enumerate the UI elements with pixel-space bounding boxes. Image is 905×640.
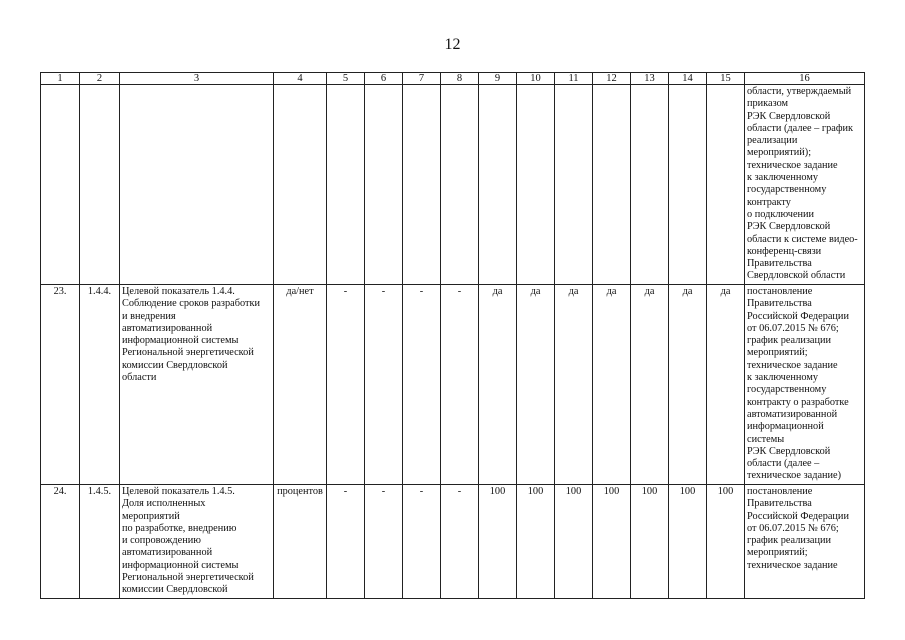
value-cell xyxy=(517,85,555,285)
value-cell xyxy=(403,85,441,285)
indicator-name-cell xyxy=(120,85,274,285)
column-header: 11 xyxy=(555,73,593,85)
header-row xyxy=(41,73,865,85)
table-row xyxy=(41,485,865,599)
value-cell: - xyxy=(403,485,441,599)
value-cell: - xyxy=(441,285,479,485)
value-cell: да xyxy=(669,285,707,485)
indicator-name-cell: Целевой показатель 1.4.5. Доля исполненных мероприятий по разработке, внедрению и сопровождению автоматизированной информационной системы Региональной энергетической комиссии Свердловской xyxy=(120,485,274,599)
value-cell xyxy=(593,85,631,285)
value-cell: 100 xyxy=(631,485,669,599)
value-cell: 100 xyxy=(517,485,555,599)
column-header: 8 xyxy=(441,73,479,85)
column-header: 2 xyxy=(80,73,120,85)
unit-cell: процентов xyxy=(274,485,327,599)
value-cell xyxy=(365,85,403,285)
value-cell: да xyxy=(707,285,745,485)
column-header: 15 xyxy=(707,73,745,85)
indicator-code-cell xyxy=(80,85,120,285)
value-cell: 100 xyxy=(707,485,745,599)
value-cell: 100 xyxy=(593,485,631,599)
unit-cell xyxy=(274,85,327,285)
value-cell: да xyxy=(479,285,517,485)
indicators-table xyxy=(40,72,865,599)
value-cell xyxy=(669,85,707,285)
value-cell: 100 xyxy=(555,485,593,599)
value-cell xyxy=(327,85,365,285)
row-number-cell: 23. xyxy=(41,285,80,485)
source-cell: постановление Правительства Российской Федерации от 06.07.2015 № 676; график реализации мероприятий; техническое задание xyxy=(745,485,865,599)
value-cell xyxy=(707,85,745,285)
value-cell: 100 xyxy=(669,485,707,599)
value-cell: да xyxy=(555,285,593,485)
value-cell: да xyxy=(593,285,631,485)
value-cell: - xyxy=(365,485,403,599)
column-header: 9 xyxy=(479,73,517,85)
value-cell: - xyxy=(441,485,479,599)
value-cell: да xyxy=(517,285,555,485)
column-header: 1 xyxy=(41,73,80,85)
row-number-cell xyxy=(41,85,80,285)
indicator-name-cell: Целевой показатель 1.4.4. Соблюдение сроков разработки и внедрения автоматизированной информационной системы Региональной энергетической комиссии Свердловской области xyxy=(120,285,274,485)
column-header: 13 xyxy=(631,73,669,85)
table-row xyxy=(41,85,865,285)
unit-cell: да/нет xyxy=(274,285,327,485)
value-cell: - xyxy=(365,285,403,485)
column-header: 3 xyxy=(120,73,274,85)
value-cell xyxy=(441,85,479,285)
column-header: 4 xyxy=(274,73,327,85)
column-header: 5 xyxy=(327,73,365,85)
indicator-code-cell: 1.4.4. xyxy=(80,285,120,485)
value-cell xyxy=(555,85,593,285)
column-header: 6 xyxy=(365,73,403,85)
table-row xyxy=(41,285,865,485)
value-cell xyxy=(631,85,669,285)
column-header: 7 xyxy=(403,73,441,85)
column-header: 10 xyxy=(517,73,555,85)
value-cell: - xyxy=(327,285,365,485)
source-cell: постановление Правительства Российской Федерации от 06.07.2015 № 676; график реализации мероприятий; техническое задание к заключенному государственному контракту о разработке автоматизированной информационной системы РЭК Свердловской области (далее – техническое задание) xyxy=(745,285,865,485)
value-cell: 100 xyxy=(479,485,517,599)
value-cell: да xyxy=(631,285,669,485)
value-cell xyxy=(479,85,517,285)
column-header: 12 xyxy=(593,73,631,85)
value-cell: - xyxy=(403,285,441,485)
row-number-cell: 24. xyxy=(41,485,80,599)
value-cell: - xyxy=(327,485,365,599)
indicator-code-cell: 1.4.5. xyxy=(80,485,120,599)
page-number: 12 xyxy=(444,36,461,53)
column-header: 14 xyxy=(669,73,707,85)
source-cell: области, утверждаемый приказом РЭК Свердловской области (далее – график реализации мероприятий); техническое задание к заключенному государственному контракту о подключении РЭК Свердловской области к системе видео- конференц-связи Правительства Свердловской области xyxy=(745,85,865,285)
column-header: 16 xyxy=(745,73,865,85)
